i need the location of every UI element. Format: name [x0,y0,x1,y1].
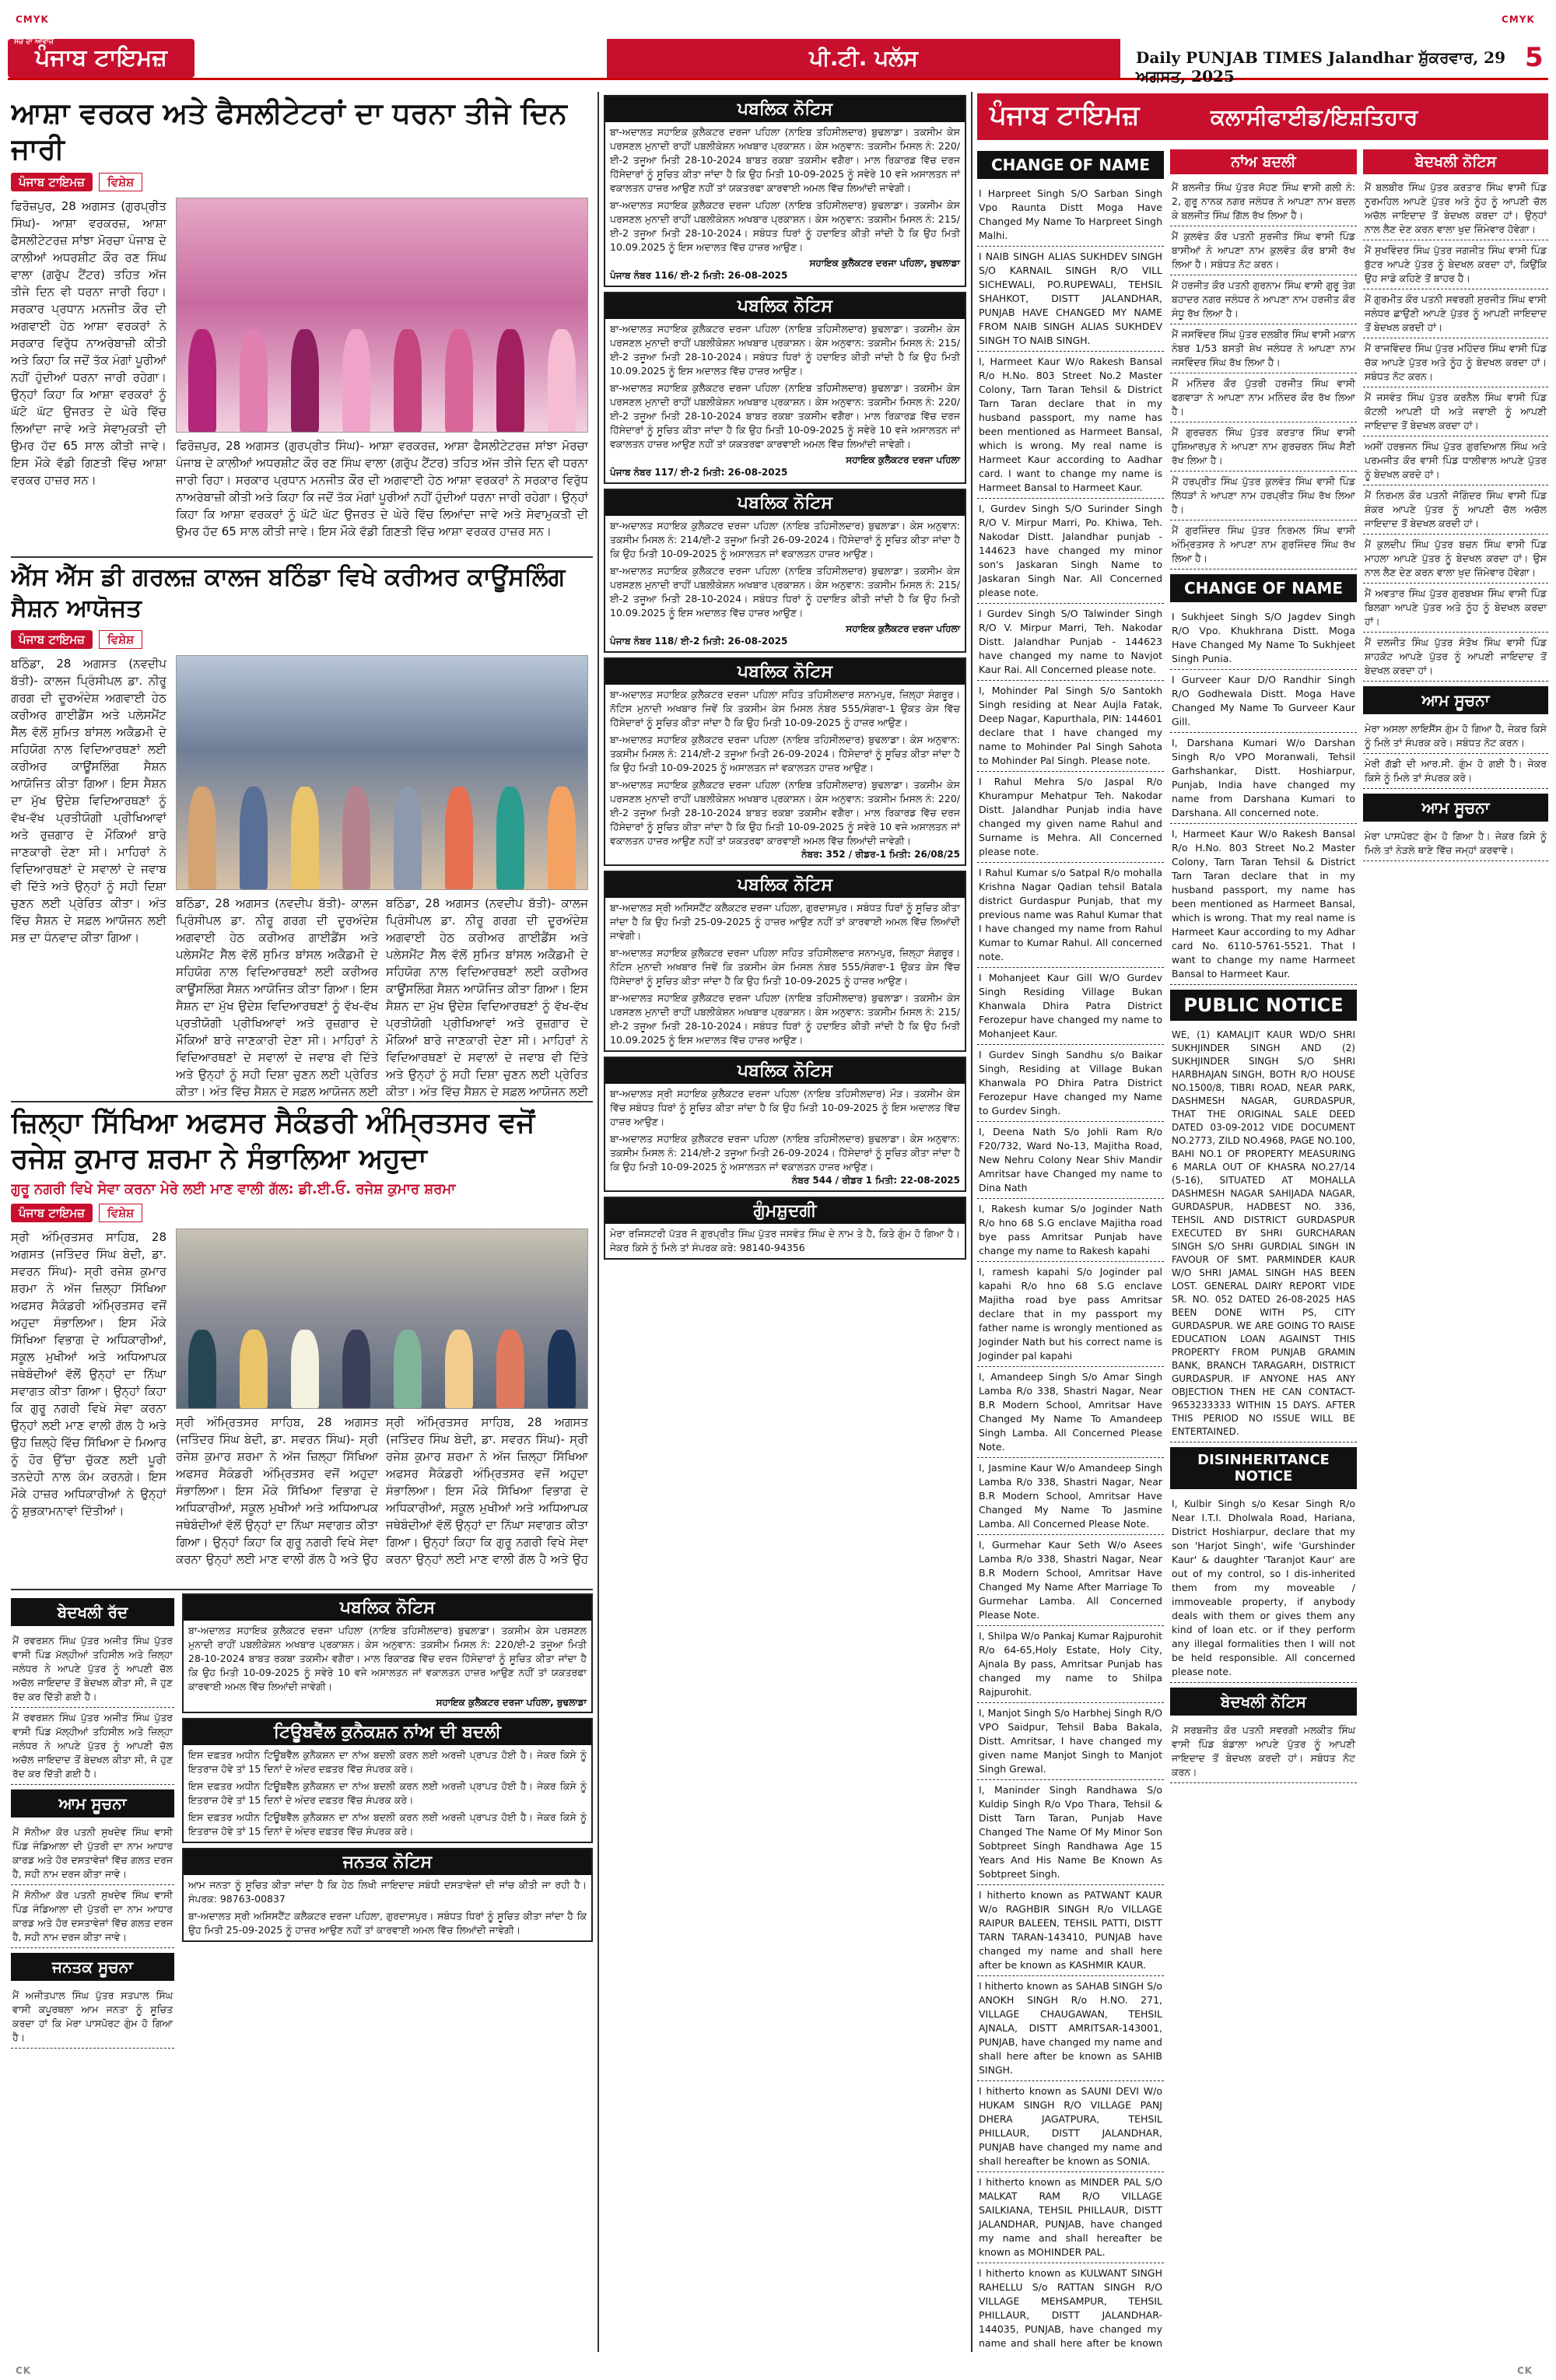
notice-body: ਇਸ ਦਫ਼ਤਰ ਅਧੀਨ ਟਿਊਬਵੈੱਲ ਕੁਨੈਕਸ਼ਨ ਦਾ ਨਾਂਅ ਬਦਲੀ ਕਰਨ ਲਈ ਅਰਜ਼ੀ ਪ੍ਰਾਪਤ ਹੋਈ ਹੈ। ਜੇਕਰ ਕਿਸੇ ਨੂੰ ਇਤਰਾਜ਼ ਹੋਵੇ ਤਾਂ 15 ਦਿਨਾਂ ਦੇ ਅੰਦਰ ਦਫ਼ਤਰ ਵਿੱਚ ਸੰਪਰਕ ਕਰੇ। [188,1811,587,1837]
notice-title: ਪਬਲਿਕ ਨੋਟਿਸ [605,293,965,319]
left-classifieds [11,1593,174,2348]
section-header-aam-suchna: ਆਮ ਸੂਚਨਾ [11,1789,174,1817]
classified-item: I, Darshana Kumari W/o Darshan Singh R/o VPO Moranwali, Tehsil Garhshankar, Distt. Hoshiarpur, Punjab, India have changed my name from Darshana Kumari to Darshana. All concerned note. [1170,733,1357,824]
logo-tagline: ਸਚ ਦਾ ਆਵਾਜ [14,38,54,46]
classified-item: ਮੈਂ ਕੁਲਦੀਪ ਸਿੰਘ ਪੁੱਤਰ ਬਚਨ ਸਿੰਘ ਵਾਸੀ ਪਿੰਡ ਮਾਹਲਾ ਆਪਣੇ ਪੁੱਤਰ ਨੂੰ ਬੇਦਖਲ ਕਰਦਾ ਹਾਂ। ਉਸ ਨਾਲ ਲੈਣ ਦੇਣ ਕਰਨ ਵਾਲਾ ਖੁਦ ਜ਼ਿੰਮੇਵਾਰ ਹੋਵੇਗਾ। [1363,535,1548,584]
classified-item: I NAIB SINGH ALIAS SUKHDEV SINGH S/O KARNAIL SINGH R/O VILL SICHEWALI, PO.RUPEWALI, TEHSIL SHAHKOT, DISTT JALANDHAR, PUNJAB HAVE CHANGED MY NAME FROM NAIB SINGH ALIAS SUKHDEV SINGH TO NAIB SINGH. [977,247,1164,352]
classified-item: I, Rakesh kumar S/o Joginder Nath R/o hno 68 S.G enclave Majitha road bye pass Amritsar Punjab have change my name to Rakesh kapahi [977,1199,1164,1262]
notice-body: ਇਸ ਦਫ਼ਤਰ ਅਧੀਨ ਟਿਊਬਵੈੱਲ ਕੁਨੈਕਸ਼ਨ ਦਾ ਨਾਂਅ ਬਦਲੀ ਕਰਨ ਲਈ ਅਰਜ਼ੀ ਪ੍ਰਾਪਤ ਹੋਈ ਹੈ। ਜੇਕਰ ਕਿਸੇ ਨੂੰ ਇਤਰਾਜ਼ ਹੋਵੇ ਤਾਂ 15 ਦਿਨਾਂ ਦੇ ਅੰਦਰ ਦਫ਼ਤਰ ਵਿੱਚ ਸੰਪਰਕ ਕਰੇ। [188,1749,587,1775]
naam-badli-column [1170,146,1357,2348]
story-body-part2: ਸ੍ਰੀ ਅੰਮ੍ਰਿਤਸਰ ਸਾਹਿਬ, 28 ਅਗਸਤ (ਜਤਿੰਦਰ ਸਿੰਘ ਬੇਦੀ, ਡਾ. ਸਵਰਨ ਸਿੰਘ)- ਸ੍ਰੀ ਰਜੇਸ਼ ਕੁਮਾਰ ਸ਼ਰਮਾ ਨੇ ਅੱਜ ਜ਼ਿਲ੍ਹਾ ਸਿੱਖਿਆ ਅਫਸਰ ਸੈਕੰਡਰੀ ਅੰਮ੍ਰਿਤਸਰ ਵਜੋਂ ਅਹੁਦਾ ਸੰਭਾਲਿਆ। ਇਸ ਮੌਕੇ ਸਿੱਖਿਆ ਵਿਭਾਗ ਦੇ ਅਧਿਕਾਰੀਆਂ, ਸਕੂਲ ਮੁਖੀਆਂ ਅਤੇ ਅਧਿਆਪਕ ਜਥੇਬੰਦੀਆਂ ਵੱਲੋਂ ਉਨ੍ਹਾਂ ਦਾ ਨਿੱਘਾ ਸਵਾਗਤ ਕੀਤਾ ਗਿਆ। ਉਨ੍ਹਾਂ ਕਿਹਾ ਕਿ ਗੁਰੂ ਨਗਰੀ ਵਿਖੇ ਸੇਵਾ ਕਰਨਾ ਉਨ੍ਹਾਂ ਲਈ ਮਾਣ ਵਾਲੀ ਗੱਲ ਹੈ ਅਤੇ ਉਹ [176,1415,378,1566]
gumshudgi-box [604,1197,966,1260]
classified-item: ਮੈਂ ਬਲਜੀਤ ਸਿੰਘ ਪੁੱਤਰ ਸੋਹਣ ਸਿੰਘ ਵਾਸੀ ਗਲੀ ਨੰ: 2, ਗੁਰੂ ਨਾਨਕ ਨਗਰ ਜਲੰਧਰ ਨੇ ਆਪਣਾ ਨਾਮ ਬਦਲ ਕੇ ਬਲਜੀਤ ਸਿੰਘ ਗਿੱਲ ਰੱਖ ਲਿਆ ਹੈ। [1170,177,1357,226]
notice-title: ਪਬਲਿਕ ਨੋਟਿਸ [605,490,965,516]
notice-body: ਬਾ-ਅਦਾਲਤ ਸਹਾਇਕ ਕੁਲੈਕਟਰ ਦਰਜਾ ਪਹਿਲਾ (ਨਾਇਬ ਤਹਿਸੀਲਦਾਰ) ਬੁਢਲਾਡਾ। ਤਕਸੀਮ ਕੇਸ ਪਰਸਣਲ ਮੁਨਾਦੀ ਰਾਹੀਂ ਪਬਲੀਕੇਸ਼ਨ ਅਖਬਾਰ ਪ੍ਰਕਾਸ਼ਨ। ਕੇਸ ਅਨੁਵਾਨ: ਤਕਸੀਮ ਮਿਸਲ ਨੰ: 215/ਈ-2 ਤਜੂਆ ਮਿਤੀ 28-10-2024। ਸਬੰਧਤ ਧਿਰਾਂ ਨੂੰ ਹਦਾਇਤ ਕੀਤੀ ਜਾਂਦੀ ਹੈ ਕਿ ਉਹ ਮਿਤੀ 10.09.2025 ਨੂੰ ਇਸ ਅਦਾਲਤ ਵਿੱਚ ਹਾਜ਼ਰ ਆਉਣ। [610,992,960,1046]
classified-item: ਮੇਰੀ ਗੱਡੀ ਦੀ ਆਰ.ਸੀ. ਗੁੰਮ ਹੋ ਗਈ ਹੈ। ਜੇਕਰ ਕਿਸੇ ਨੂੰ ਮਿਲੇ ਤਾਂ ਸੰਪਰਕ ਕਰੇ। [1363,754,1548,789]
classified-item: I hitherto known as SAUNI DEVI W/o HUKAM SINGH R/O VILLAGE PANJ DHERA JAGATPURA, TEHSIL PHILLAUR, DISTT JALANDHAR, PUNJAB have changed my name and shall hereafter be known as SONIA. [977,2081,1164,2172]
middle-notices [604,95,966,2351]
public-notice-box [604,871,966,1052]
classifieds-title: ਕਲਾਸੀਫਾਈਡ/ਇਸ਼ਤਿਹਾਰ [1211,104,1418,130]
notice-body: ਬਾ-ਅਦਾਲਤ ਸਹਾਇਕ ਕੁਲੈਕਟਰ ਦਰਜਾ ਪਹਿਲਾ (ਨਾਇਬ ਤਹਿਸੀਲਦਾਰ) ਬੁਢਲਾਡਾ। ਤਕਸੀਮ ਕੇਸ ਪਰਸਣਲ ਮੁਨਾਦੀ ਰਾਹੀਂ ਪਬਲੀਕੇਸ਼ਨ ਅਖਬਾਰ ਪ੍ਰਕਾਸ਼ਨ। ਕੇਸ ਅਨੁਵਾਨ: ਤਕਸੀਮ ਮਿਸਲ ਨੰ: 215/ਈ-2 ਤਜੂਆ ਮਿਤੀ 28-10-2024। ਸਬੰਧਤ ਧਿਰਾਂ ਨੂੰ ਹਦਾਇਤ ਕੀਤੀ ਜਾਂਦੀ ਹੈ ਕਿ ਉਹ ਮਿਤੀ 10.09.2025 ਨੂੰ ਇਸ ਅਦਾਲਤ ਵਿੱਚ ਹਾਜ਼ਰ ਆਉਣ। [610,323,960,377]
notice-signature: ਸਹਾਇਕ ਕੁਲੈਕਟਰ ਦਰਜਾ ਪਹਿਲਾ [846,454,960,465]
section-rule [11,1589,593,1590]
headline: ਆਸ਼ਾ ਵਰਕਰ ਅਤੇ ਫੈਸਲੀਟੇਟਰਾਂ ਦਾ ਧਰਨਾ ਤੀਜੇ ਦਿਨ ਜਾਰੀ [11,96,567,166]
notice-body: ਬਾ-ਅਦਾਲਤ ਸਹਾਇਕ ਕੁਲੈਕਟਰ ਦਰਜਾ ਪਹਿਲਾ (ਨਾਇਬ ਤਹਿਸੀਲਦਾਰ) ਬੁਢਲਾਡਾ। ਤਕਸੀਮ ਕੇਸ ਪਰਸਣਲ ਮੁਨਾਦੀ ਰਾਹੀਂ ਪਬਲੀਕੇਸ਼ਨ ਅਖਬਾਰ ਪ੍ਰਕਾਸ਼ਨ। ਕੇਸ ਅਨੁਵਾਨ: ਤਕਸੀਮ ਮਿਸਲ ਨੰ: 220/ਈ-2 ਤਜੂਆ ਮਿਤੀ 28-10-2024 ਬਾਬਤ ਰਕਬਾ ਤਕਸੀਮ ਵਗੈਰਾ। ਮਾਲ ਰਿਕਾਰਡ ਵਿੱਚ ਦਰਜ ਹਿੱਸੇਦਾਰਾਂ ਨੂੰ ਸੂਚਿਤ ਕੀਤਾ ਜਾਂਦਾ ਹੈ ਕਿ ਉਹ ਮਿਤੀ 10-09-2025 ਨੂੰ ਸਵੇਰੇ 10 ਵਜੇ ਅਸਾਲਤਨ ਜਾਂ ਵਕਾਲਤਨ ਹਾਜ਼ਰ ਆਉਣ ਨਹੀਂ ਤਾਂ ਯਕਤਰਫਾ ਕਾਰਵਾਈ ਅਮਲ ਵਿੱਚ ਲਿਆਂਦੀ ਜਾਵੇਗੀ। [188,1625,587,1692]
public-notice-box [604,1057,966,1192]
registration-mark-bottom-left: CK [16,2365,32,2376]
tubewell-notice-box [182,1718,593,1843]
aam-suchna-list [1363,719,1548,789]
notice-body: ਬਾ-ਅਦਾਲਤ ਸਹਾਇਕ ਕੁਲੈਕਟਰ ਦਰਜਾ ਪਹਿਲਾ ਸਹਿਤ ਤਹਿਸੀਲਦਾਰ ਸਨਾਮਪੁਰ, ਜ਼ਿਲ੍ਹਾ ਸੰਗਰੂਰ। ਨੋਟਿਸ ਮੁਨਾਦੀ ਅਖਬਾਰ ਜਿਵੇਂ ਕਿ ਤਕਸੀਮ ਕੇਸ ਮਿਸਲ ਨੰਬਰ 555/ਸੰਗਰਾ-1 ਉਕਤ ਕੇਸ ਵਿੱਚ ਹਿੱਸੇਦਾਰਾਂ ਨੂੰ ਸੂਚਿਤ ਕੀਤਾ ਜਾਂਦਾ ਹੈ ਕਿ ਉਹ ਮਿਤੀ 10-09-2025 ਨੂੰ ਹਾਜ਼ਰ ਆਉਣ। [610,689,960,728]
classified-item: I, Gurdev Singh S/O Surinder Singh R/O V. Mirpur Marri, Po. Khiwa, Teh. Nakodar Distt. Jalandhar punjab - 144623 have changed my minor son's Jaskaran Singh Name to Jaskaran Singh Nar. All Concerned please note. [977,499,1164,604]
section-header-change-of-name-2: CHANGE OF NAME [1170,574,1357,602]
classified-item: I hitherto known as SAHAB SINGH S/o ANOKH SINGH R/o H.NO. 271, VILLAGE CHAUGAWAN, TEHSIL AJNALA, DISTT AMRITSAR-143001, PUNJAB, have changed my name and shall here after be known as SAHIB SINGH. [977,1976,1164,2081]
notice-item: ਮੈਂ ਰਵਰਸ਼ਨ ਸਿੰਘ ਪੁੱਤਰ ਅਜੀਤ ਸਿੰਘ ਪੁੱਤਰ ਵਾਸੀ ਪਿੰਡ ਮੱਲ੍ਹੀਆਂ ਤਹਿਸੀਲ ਅਤੇ ਜ਼ਿਲ੍ਹਾ ਜਲੰਧਰ ਨੇ ਆਪਣੇ ਪੁੱਤਰ ਨੂੰ ਆਪਣੀ ਚੱਲ ਅਚੱਲ ਜਾਇਦਾਦ ਤੋਂ ਬੇਦਖਲ ਕੀਤਾ ਸੀ, ਜੋ ਹੁਣ ਰੱਦ ਕਰ ਦਿੱਤੀ ਗਈ ਹੈ। [11,1708,174,1785]
notice-title: ਪਬਲਿਕ ਨੋਟਿਸ [184,1595,591,1621]
notice-reference: ਪੰਜਾਬ ਨੰਬਰ 118/ ਈ-2 ਮਿਤੀ: 26-08-2025 [610,636,788,647]
classified-item: I Rahul Kumar s/o Satpal R/o mohalla Krishna Nagar Qadian tehsil Batala district Gurdaspur Punjab, that my previous name was Rahul Kumar that I have changed my name from Rahul Kumar to Kumar Rahul. All concerned note. [977,863,1164,968]
story-asha-workers [11,95,593,554]
classified-item: ਅਸੀਂ ਹਰਭਜਨ ਸਿੰਘ ਪੁੱਤਰ ਗੁਰਦਿਆਲ ਸਿੰਘ ਅਤੇ ਪਰਮਜੀਤ ਕੌਰ ਵਾਸੀ ਪਿੰਡ ਧਾਲੀਵਾਲ ਆਪਣੇ ਪੁੱਤਰ ਨੂੰ ਬੇਦਖਲ ਕਰਦੇ ਹਾਂ। [1363,436,1548,485]
section-header-bedakhli-rad: ਬੇਦਖਲੀ ਰੱਦ [11,1598,174,1626]
headline-line-2: ਰਜੇਸ਼ ਕੁਮਾਰ ਸ਼ਰਮਾ ਨੇ ਸੰਭਾਲਿਆ ਅਹੁਦਾ [11,1142,427,1175]
classified-item: ਮੈਂ ਸੁਖਵਿੰਦਰ ਸਿੰਘ ਪੁੱਤਰ ਜਗਜੀਤ ਸਿੰਘ ਵਾਸੀ ਪਿੰਡ ਬੁੱਟਰ ਆਪਣੇ ਪੁੱਤਰ ਨੂੰ ਬੇਦਖਲ ਕਰਦਾ ਹਾਂ, ਕਿਉਂਕਿ ਉਹ ਸਾਡੇ ਕਹਿਣੇ ਤੋਂ ਬਾਹਰ ਹੈ। [1363,240,1548,289]
notice-reference: ਪੰਜਾਬ ਨੰਬਰ 116/ ਈ-2 ਮਿਤੀ: 26-08-2025 [610,270,788,281]
byline-tag: ਪੰਜਾਬ ਟਾਇਮਜ਼ [11,173,93,191]
classified-item: ਮੈਂ ਬਲਬੀਰ ਸਿੰਘ ਪੁੱਤਰ ਕਰਤਾਰ ਸਿੰਘ ਵਾਸੀ ਪਿੰਡ ਨੂਰਮਹਿਲ ਆਪਣੇ ਪੁੱਤਰ ਅਤੇ ਨੂੰਹ ਨੂੰ ਆਪਣੀ ਚੱਲ ਅਚੱਲ ਜਾਇਦਾਦ ਤੋਂ ਬੇਦਖਲ ਕਰਦਾ ਹਾਂ। ਉਨ੍ਹਾਂ ਨਾਲ ਲੈਣ ਦੇਣ ਕਰਨ ਵਾਲਾ ਖੁਦ ਜ਼ਿੰਮੇਵਾਰ ਹੋਵੇਗਾ। [1363,177,1548,240]
notice-body: ਬਾ-ਅਦਾਲਤ ਸਹਾਇਕ ਕੁਲੈਕਟਰ ਦਰਜਾ ਪਹਿਲਾ (ਨਾਇਬ ਤਹਿਸੀਲਦਾਰ) ਬੁਢਲਾਡਾ। ਤਕਸੀਮ ਕੇਸ ਪਰਸਣਲ ਮੁਨਾਦੀ ਰਾਹੀਂ ਪਬਲੀਕੇਸ਼ਨ ਅਖਬਾਰ ਪ੍ਰਕਾਸ਼ਨ। ਕੇਸ ਅਨੁਵਾਨ: ਤਕਸੀਮ ਮਿਸਲ ਨੰ: 215/ਈ-2 ਤਜੂਆ ਮਿਤੀ 28-10-2024। ਸਬੰਧਤ ਧਿਰਾਂ ਨੂੰ ਹਦਾਇਤ ਕੀਤੀ ਜਾਂਦੀ ਹੈ ਕਿ ਉਹ ਮਿਤੀ 10.09.2025 ਨੂੰ ਇਸ ਅਦਾਲਤ ਵਿੱਚ ਹਾਜ਼ਰ ਆਉਣ। [610,199,960,253]
section-header-aam-suchna: ਆਮ ਸੂਚਨਾ [1363,686,1548,714]
dateline: Daily PUNJAB TIMES Jalandhar ਸ਼ੁੱਕਰਵਾਰ, 29 ਅਗਸਤ, 2025 [1136,48,1505,86]
headline: ਐੱਸ ਐੱਸ ਡੀ ਗਰਲਜ਼ ਕਾਲਜ ਬਠਿੰਡਾ ਵਿਖੇ ਕਰੀਅਰ ਕਾਊਂਸਲਿੰਗ ਸੈਸ਼ਨ ਆਯੋਜਤ [11,563,566,622]
notice-body: ਬਾ-ਅਦਾਲਤ ਸ੍ਰੀ ਅਸਿਸਟੈਂਟ ਕਲੈਕਟਰ ਦਰਜਾ ਪਹਿਲਾ, ਗੁਰਦਾਸਪੁਰ। ਸਬੰਧਤ ਧਿਰਾਂ ਨੂੰ ਸੂਚਿਤ ਕੀਤਾ ਜਾਂਦਾ ਹੈ ਕਿ ਉਹ ਮਿਤੀ 25-09-2025 ਨੂੰ ਹਾਜ਼ਰ ਆਉਣ ਨਹੀਂ ਤਾਂ ਕਾਰਵਾਈ ਅਮਲ ਵਿੱਚ ਲਿਆਂਦੀ ਜਾਵੇਗੀ। [610,902,960,941]
classified-item: ਮੇਰਾ ਅਸਲਾ ਲਾਇਸੈਂਸ ਗੁੰਮ ਹੋ ਗਿਆ ਹੈ, ਜੇਕਰ ਕਿਸੇ ਨੂੰ ਮਿਲੇ ਤਾਂ ਸੰਪਰਕ ਕਰੇ। ਸਬੰਧਤ ਨੋਟ ਕਰਨ। [1363,719,1548,754]
section-header-aam-suchna-2: ਆਮ ਸੂਚਨਾ [1363,794,1548,822]
classified-item: I Gurdev Singh Sandhu s/o Baikar Singh, Residing at Village Bukan Khanwala PO Dhira Patra District Ferozepur Have changed my Name to Gurdev Singh. [977,1045,1164,1122]
classified-item: ਮੈਂ ਕੁਲਵੰਤ ਕੌਰ ਪਤਨੀ ਸੁਰਜੀਤ ਸਿੰਘ ਵਾਸੀ ਪਿੰਡ ਬਾਸੀਆਂ ਨੇ ਆਪਣਾ ਨਾਮ ਕੁਲਵੰਤ ਕੌਰ ਬਾਸੀ ਰੱਖ ਲਿਆ ਹੈ। ਸਬੰਧਤ ਨੋਟ ਕਰਨ। [1170,226,1357,275]
section-header-public-notice: PUBLIC NOTICE [1170,990,1357,1021]
notice-reference: ਨੰਬਰ: 352 / ਰੀਡਰ-1 ਮਿਤੀ: 26/08/25 [801,849,960,860]
classified-item: I Sukhjeet Singh S/O Jagdev Singh R/O Vpo. Khukhrana Distt. Moga Have Changed My Name To Sukhjeet Singh Punia. [1170,607,1357,670]
classifieds-header [977,93,1548,140]
classified-item: I, Harmeet Kaur W/o Rakesh Bansal R/o H.No. 803 Street No.2 Master Colony, Tarn Taran Tehsil & District Tarn Taran declare that in my husband passport, my name has been mentioned as Harmeet Bansal, which is wrong. My real name is Harmeet Kaur according to Aadhar card. I want to change my name is Harmeet Bansal to Harmeet Kaur. [977,352,1164,499]
classified-item: I hitherto known as MINDER PAL S/O MALKAT RAM R/O VILLAGE SAILKIANA, TEHSIL PHILLAUR, DISTT JALANDHAR, PUNJAB, have changed my name and shall hereafter be known as MOHINDER PAL. [977,2172,1164,2263]
classified-item: I, Amandeep Singh S/o Amar Singh Lamba R/o 338, Shastri Nagar, Near B.R Modern School, Amritsar Have Changed My Name To Amandeep Singh Lamba. All Concerned Please Note. [977,1367,1164,1458]
story-body-part3: ਬਠਿੰਡਾ, 28 ਅਗਸਤ (ਨਵਦੀਪ ਬੱਤੀ)- ਕਾਲਜ ਪ੍ਰਿੰਸੀਪਲ ਡਾ. ਨੀਰੂ ਗਰਗ ਦੀ ਦੂਰਅੰਦੇਸ਼ ਅਗਵਾਈ ਹੇਠ ਕਰੀਅਰ ਗਾਈਡੈਂਸ ਅਤੇ ਪਲੇਸਮੈਂਟ ਸੈੱਲ ਵੱਲੋਂ ਸੁਮਿਤ ਬਾਂਸਲ ਅਕੈਡਮੀ ਦੇ ਸਹਿਯੋਗ ਨਾਲ ਵਿਦਿਆਰਥਣਾਂ ਲਈ ਕਰੀਅਰ ਕਾਊਂਸਲਿੰਗ ਸੈਸ਼ਨ ਆਯੋਜਿਤ ਕੀਤਾ ਗਿਆ। ਇਸ ਸੈਸ਼ਨ ਦਾ ਮੁੱਖ ਉਦੇਸ਼ ਵਿਦਿਆਰਥਣਾਂ ਨੂੰ ਵੱਖ-ਵੱਖ ਪ੍ਰਤੀਯੋਗੀ ਪ੍ਰੀਖਿਆਵਾਂ ਅਤੇ ਰੁਜ਼ਗਾਰ ਦੇ ਮੌਕਿਆਂ ਬਾਰੇ ਜਾਣਕਾਰੀ ਦੇਣਾ ਸੀ। ਮਾਹਿਰਾਂ ਨੇ ਵਿਦਿਆਰਥਣਾਂ ਦੇ ਸਵਾਲਾਂ ਦੇ ਜਵਾਬ ਵੀ ਦਿੱਤੇ ਅਤੇ ਉਨ੍ਹਾਂ ਨੂੰ ਸਹੀ ਦਿਸ਼ਾ ਚੁਣਨ ਲਈ ਪ੍ਰੇਰਿਤ ਕੀਤਾ। ਅੰਤ ਵਿੱਚ ਸੈਸ਼ਨ ਦੇ ਸਫ਼ਲ ਆਯੋਜਨ ਲਈ [386,896,588,1099]
classified-item: ਮੈਂ ਮਨਿੰਦਰ ਕੌਰ ਪੁੱਤਰੀ ਹਰਜੀਤ ਸਿੰਘ ਵਾਸੀ ਫਗਵਾੜਾ ਨੇ ਆਪਣਾ ਨਾਮ ਮਨਿੰਦਰ ਕੌਰ ਰੱਖ ਲਿਆ ਹੈ। [1170,373,1357,422]
masthead [8,38,1548,86]
protest-photo [176,198,588,433]
classified-item: I, Shilpa W/o Pankaj Kumar Rajpurohit R/o 64-65,Holy Estate, Holy City, Ajnala By pass, Amritsar Punjab has changed my name to Shilpa Rajpurohit. [977,1626,1164,1703]
notice-body: ਬਾ-ਅਦਾਲਤ ਸਹਾਇਕ ਕੁਲੈਕਟਰ ਦਰਜਾ ਪਹਿਲਾ (ਨਾਇਬ ਤਹਿਸੀਲਦਾਰ) ਬੁਢਲਾਡਾ। ਤਕਸੀਮ ਕੇਸ ਪਰਸਣਲ ਮੁਨਾਦੀ ਰਾਹੀਂ ਪਬਲੀਕੇਸ਼ਨ ਅਖਬਾਰ ਪ੍ਰਕਾਸ਼ਨ। ਕੇਸ ਅਨੁਵਾਨ: ਤਕਸੀਮ ਮਿਸਲ ਨੰ: 215/ਈ-2 ਤਜੂਆ ਮਿਤੀ 28-10-2024। ਸਬੰਧਤ ਧਿਰਾਂ ਨੂੰ ਹਦਾਇਤ ਕੀਤੀ ਜਾਂਦੀ ਹੈ ਕਿ ਉਹ ਮਿਤੀ 10.09.2025 ਨੂੰ ਇਸ ਅਦਾਲਤ ਵਿੱਚ ਹਾਜ਼ਰ ਆਉਣ। [610,565,960,619]
notice-body: ਬਾ-ਅਦਾਲਤ ਸ੍ਰੀ ਅਸਿਸਟੈਂਟ ਕਲੈਕਟਰ ਦਰਜਾ ਪਹਿਲਾ, ਗੁਰਦਾਸਪੁਰ। ਸਬੰਧਤ ਧਿਰਾਂ ਨੂੰ ਸੂਚਿਤ ਕੀਤਾ ਜਾਂਦਾ ਹੈ ਕਿ ਉਹ ਮਿਤੀ 25-09-2025 ਨੂੰ ਹਾਜ਼ਰ ਆਉਣ ਨਹੀਂ ਤਾਂ ਕਾਰਵਾਈ ਅਮਲ ਵਿੱਚ ਲਿਆਂਦੀ ਜਾਵੇਗੀ। [188,1910,587,1936]
public-notice-box [604,95,966,287]
notice-signature: ਸਹਾਇਕ ਕੁਲੈਕਟਰ ਦਰਜਾ ਪਹਿਲਾ, ਬੁਢਲਾਡਾ [436,1697,587,1708]
byline-tag-special: ਵਿਸ਼ੇਸ਼ [99,173,142,191]
left-bottom-notices [182,1593,593,2348]
story-body-part1: ਸ੍ਰੀ ਅੰਮ੍ਰਿਤਸਰ ਸਾਹਿਬ, 28 ਅਗਸਤ (ਜਤਿੰਦਰ ਸਿੰਘ ਬੇਦੀ, ਡਾ. ਸਵਰਨ ਸਿੰਘ)- ਸ੍ਰੀ ਰਜੇਸ਼ ਕੁਮਾਰ ਸ਼ਰਮਾ ਨੇ ਅੱਜ ਜ਼ਿਲ੍ਹਾ ਸਿੱਖਿਆ ਅਫਸਰ ਸੈਕੰਡਰੀ ਅੰਮ੍ਰਿਤਸਰ ਵਜੋਂ ਅਹੁਦਾ ਸੰਭਾਲਿਆ। ਇਸ ਮੌਕੇ ਸਿੱਖਿਆ ਵਿਭਾਗ ਦੇ ਅਧਿਕਾਰੀਆਂ, ਸਕੂਲ ਮੁਖੀਆਂ ਅਤੇ ਅਧਿਆਪਕ ਜਥੇਬੰਦੀਆਂ ਵੱਲੋਂ ਉਨ੍ਹਾਂ ਦਾ ਨਿੱਘਾ ਸਵਾਗਤ ਕੀਤਾ ਗਿਆ। ਉਨ੍ਹਾਂ ਕਿਹਾ ਕਿ ਗੁਰੂ ਨਗਰੀ ਵਿਖੇ ਸੇਵਾ ਕਰਨਾ ਉਨ੍ਹਾਂ ਲਈ ਮਾਣ ਵਾਲੀ ਗੱਲ ਹੈ ਅਤੇ ਉਹ ਜ਼ਿਲ੍ਹੇ ਵਿੱਚ ਸਿੱਖਿਆ ਦੇ ਮਿਆਰ ਨੂੰ ਹੋਰ ਉੱਚਾ ਚੁੱਕਣ ਲਈ ਪੂਰੀ ਤਨਦੇਹੀ ਨਾਲ ਕੰਮ ਕਰਨਗੇ। ਇਸ ਮੌਕੇ ਹਾਜ਼ਰ ਅਧਿਕਾਰੀਆਂ ਨੇ ਉਨ੍ਹਾਂ ਨੂੰ ਸ਼ੁਭਕਾਮਨਾਵਾਂ ਦਿੱਤੀਆਂ। [11,1230,166,1518]
jantak-notice-box [182,1848,593,1942]
notice-body: ਬਾ-ਅਦਾਲਤ ਸਹਾਇਕ ਕੁਲੈਕਟਰ ਦਰਜਾ ਪਹਿਲਾ (ਨਾਇਬ ਤਹਿਸੀਲਦਾਰ) ਬੁਢਲਾਡਾ। ਕੇਸ ਅਨੁਵਾਨ: ਤਕਸੀਮ ਮਿਸਲ ਨੰ: 214/ਈ-2 ਤਜੂਆ ਮਿਤੀ 26-09-2024। ਹਿੱਸੇਦਾਰਾਂ ਨੂੰ ਸੂਚਿਤ ਕੀਤਾ ਜਾਂਦਾ ਹੈ ਕਿ ਉਹ ਮਿਤੀ 10-09-2025 ਨੂੰ ਅਸਾਲਤਨ ਜਾਂ ਵਕਾਲਤਨ ਹਾਜ਼ਰ ਆਉਣ। [610,520,960,559]
story-body-part1: ਬਠਿੰਡਾ, 28 ਅਗਸਤ (ਨਵਦੀਪ ਬੱਤੀ)- ਕਾਲਜ ਪ੍ਰਿੰਸੀਪਲ ਡਾ. ਨੀਰੂ ਗਰਗ ਦੀ ਦੂਰਅੰਦੇਸ਼ ਅਗਵਾਈ ਹੇਠ ਕਰੀਅਰ ਗਾਈਡੈਂਸ ਅਤੇ ਪਲੇਸਮੈਂਟ ਸੈੱਲ ਵੱਲੋਂ ਸੁਮਿਤ ਬਾਂਸਲ ਅਕੈਡਮੀ ਦੇ ਸਹਿਯੋਗ ਨਾਲ ਵਿਦਿਆਰਥਣਾਂ ਲਈ ਕਰੀਅਰ ਕਾਊਂਸਲਿੰਗ ਸੈਸ਼ਨ ਆਯੋਜਿਤ ਕੀਤਾ ਗਿਆ। ਇਸ ਸੈਸ਼ਨ ਦਾ ਮੁੱਖ ਉਦੇਸ਼ ਵਿਦਿਆਰਥਣਾਂ ਨੂੰ ਵੱਖ-ਵੱਖ ਪ੍ਰਤੀਯੋਗੀ ਪ੍ਰੀਖਿਆਵਾਂ ਅਤੇ ਰੁਜ਼ਗਾਰ ਦੇ ਮੌਕਿਆਂ ਬਾਰੇ ਜਾਣਕਾਰੀ ਦੇਣਾ ਸੀ। ਮਾਹਿਰਾਂ ਨੇ ਵਿਦਿਆਰਥਣਾਂ ਦੇ ਸਵਾਲਾਂ ਦੇ ਜਵਾਬ ਵੀ ਦਿੱਤੇ ਅਤੇ ਉਨ੍ਹਾਂ ਨੂੰ ਸਹੀ ਦਿਸ਼ਾ ਚੁਣਨ ਲਈ ਪ੍ਰੇਰਿਤ ਕੀਤਾ। ਅੰਤ ਵਿੱਚ ਸੈਸ਼ਨ ਦੇ ਸਫ਼ਲ ਆਯੋਜਨ ਲਈ ਸਭ ਦਾ ਧੰਨਵਾਦ ਕੀਤਾ ਗਿਆ। [11,657,166,945]
notice-body: ਬਾ-ਅਦਾਲਤ ਸਹਾਇਕ ਕੁਲੈਕਟਰ ਦਰਜਾ ਪਹਿਲਾ (ਨਾਇਬ ਤਹਿਸੀਲਦਾਰ) ਬੁਢਲਾਡਾ। ਕੇਸ ਅਨੁਵਾਨ: ਤਕਸੀਮ ਮਿਸਲ ਨੰ: 214/ਈ-2 ਤਜੂਆ ਮਿਤੀ 26-09-2024। ਹਿੱਸੇਦਾਰਾਂ ਨੂੰ ਸੂਚਿਤ ਕੀਤਾ ਜਾਂਦਾ ਹੈ ਕਿ ਉਹ ਮਿਤੀ 10-09-2025 ਨੂੰ ਅਸਾਲਤਨ ਜਾਂ ਵਕਾਲਤਨ ਹਾਜ਼ਰ ਆਉਣ। [610,1133,960,1172]
registration-mark-right: CMYK [1502,14,1535,25]
classified-item: I, Deena Nath S/o Johli Ram R/o F20/732, Ward No-13, Majitha Road, New Nehru Colony Near Shiv Mandir Amritsar have Changed my name to Dina Nath [977,1122,1164,1199]
story-body-part3: ਸ੍ਰੀ ਅੰਮ੍ਰਿਤਸਰ ਸਾਹਿਬ, 28 ਅਗਸਤ (ਜਤਿੰਦਰ ਸਿੰਘ ਬੇਦੀ, ਡਾ. ਸਵਰਨ ਸਿੰਘ)- ਸ੍ਰੀ ਰਜੇਸ਼ ਕੁਮਾਰ ਸ਼ਰਮਾ ਨੇ ਅੱਜ ਜ਼ਿਲ੍ਹਾ ਸਿੱਖਿਆ ਅਫਸਰ ਸੈਕੰਡਰੀ ਅੰਮ੍ਰਿਤਸਰ ਵਜੋਂ ਅਹੁਦਾ ਸੰਭਾਲਿਆ। ਇਸ ਮੌਕੇ ਸਿੱਖਿਆ ਵਿਭਾਗ ਦੇ ਅਧਿਕਾਰੀਆਂ, ਸਕੂਲ ਮੁਖੀਆਂ ਅਤੇ ਅਧਿਆਪਕ ਜਥੇਬੰਦੀਆਂ ਵੱਲੋਂ ਉਨ੍ਹਾਂ ਦਾ ਨਿੱਘਾ ਸਵਾਗਤ ਕੀਤਾ ਗਿਆ। ਉਨ੍ਹਾਂ ਕਿਹਾ ਕਿ ਗੁਰੂ ਨਗਰੀ ਵਿਖੇ ਸੇਵਾ ਕਰਨਾ ਉਨ੍ਹਾਂ ਲਈ ਮਾਣ ਵਾਲੀ ਗੱਲ ਹੈ ਅਤੇ ਉਹ [386,1415,588,1566]
story-career-counselling [11,562,593,1099]
notice-body: ਬਾ-ਅਦਾਲਤ ਸਹਾਇਕ ਕੁਲੈਕਟਰ ਦਰਜਾ ਪਹਿਲਾ (ਨਾਇਬ ਤਹਿਸੀਲਦਾਰ) ਬੁਢਲਾਡਾ। ਤਕਸੀਮ ਕੇਸ ਪਰਸਣਲ ਮੁਨਾਦੀ ਰਾਹੀਂ ਪਬਲੀਕੇਸ਼ਨ ਅਖਬਾਰ ਪ੍ਰਕਾਸ਼ਨ। ਕੇਸ ਅਨੁਵਾਨ: ਤਕਸੀਮ ਮਿਸਲ ਨੰ: 220/ਈ-2 ਤਜੂਆ ਮਿਤੀ 28-10-2024 ਬਾਬਤ ਰਕਬਾ ਤਕਸੀਮ ਵਗੈਰਾ। ਮਾਲ ਰਿਕਾਰਡ ਵਿੱਚ ਦਰਜ ਹਿੱਸੇਦਾਰਾਂ ਨੂੰ ਸੂਚਿਤ ਕੀਤਾ ਜਾਂਦਾ ਹੈ ਕਿ ਉਹ ਮਿਤੀ 10-09-2025 ਨੂੰ ਸਵੇਰੇ 10 ਵਜੇ ਅਸਾਲਤਨ ਜਾਂ ਵਕਾਲਤਨ ਹਾਜ਼ਰ ਆਉਣ ਨਹੀਂ ਤਾਂ ਯਕਤਰਫਾ ਕਾਰਵਾਈ ਅਮਲ ਵਿੱਚ ਲਿਆਂਦੀ ਜਾਵੇਗੀ। [610,126,960,194]
classified-item: I, Manjot Singh S/o Harbhej Singh R/O VPO Saidpur, Tehsil Baba Bakala, Distt. Amritsar, I have changed my given name Manjot Singh to Manjot Singh Grewal. [977,1703,1164,1780]
notice-title: ਪਬਲਿਕ ਨੋਟਿਸ [605,96,965,122]
bedakhli-column [1363,146,1548,2348]
section-rule [11,556,593,558]
story-body-part2: ਫਿਰੋਜ਼ਪੁਰ, 28 ਅਗਸਤ (ਗੁਰਪ੍ਰੀਤ ਸਿੰਘ)- ਆਸ਼ਾ ਵਰਕਰਜ਼, ਆਸ਼ਾ ਫੈਸਲੀਟੇਟਰਜ਼ ਸਾਂਝਾ ਮੋਰਚਾ ਪੰਜਾਬ ਦੇ ਕਾਲੀਆਂ ਅਧਰਸ਼ੀਟ ਕੌਰ ਰਣ ਸਿੰਘ ਵਾਲਾ (ਗਰੁੱਪ ਟੈਂਟਰ) ਤਹਿਤ ਅੱਜ ਤੀਜੇ ਦਿਨ ਵੀ ਧਰਨਾ ਜਾਰੀ ਰਿਹਾ। ਸਰਕਾਰ ਪ੍ਰਧਾਨ ਮਨਜੀਤ ਕੌਰ ਦੀ ਅਗਵਾਈ ਹੇਠ ਆਸ਼ਾ ਵਰਕਰਾਂ ਨੇ ਸਰਕਾਰ ਵਿਰੁੱਧ ਨਾਅਰੇਬਾਜ਼ੀ ਕੀਤੀ ਅਤੇ ਕਿਹਾ ਕਿ ਜਦੋਂ ਤੱਕ ਮੰਗਾਂ ਪੂਰੀਆਂ ਨਹੀਂ ਹੁੰਦੀਆਂ ਧਰਨਾ ਜਾਰੀ ਰਹੇਗਾ। ਉਨ੍ਹਾਂ ਕਿਹਾ ਕਿ ਆਸ਼ਾ ਵਰਕਰਾਂ ਨੂੰ ਘੱਟੋ ਘੱਟ ਉਜਰਤ ਦੇ ਘੇਰੇ ਵਿੱਚ ਲਿਆਂਦਾ ਜਾਵੇ ਅਤੇ ਸੇਵਾਮੁਕਤੀ ਦੀ ਉਮਰ ਹੱਦ 65 ਸਾਲ ਕੀਤੀ ਜਾਵੇ। ਇਸ ਮੌਕੇ ਵੱਡੀ ਗਿਣਤੀ ਵਿੱਚ ਆਸ਼ਾ ਵਰਕਰ ਹਾਜ਼ਰ ਸਨ। [176,439,588,538]
byline-tag: ਪੰਜਾਬ ਟਾਇਮਜ਼ [11,630,93,649]
classified-item: I Harpreet Singh S/O Sarban Singh Vpo Raunta Distt Moga Have Changed My Name To Harpreet Singh Malhi. [977,184,1164,247]
section-header-disinheritance: DISINHERITANCE NOTICE [1170,1447,1357,1489]
classified-item: ਮੈਂ ਨਿਰਮਲ ਕੌਰ ਪਤਨੀ ਜੋਗਿੰਦਰ ਸਿੰਘ ਵਾਸੀ ਪਿੰਡ ਸ਼ੰਕਰ ਆਪਣੇ ਪੁੱਤਰ ਨੂੰ ਆਪਣੀ ਚੱਲ ਅਚੱਲ ਜਾਇਦਾਦ ਤੋਂ ਬੇਦਖਲ ਕਰਦੀ ਹਾਂ। [1363,485,1548,535]
byline-tag: ਪੰਜਾਬ ਟਾਇਮਜ਼ [11,1204,93,1222]
classified-item: I, ramesh kapahi S/o Joginder pal kapahi R/o hno 68 S.G enclave Majitha road bye pass Amritsar declare that in my passport my father name is wrongly mentioned as Joginder Nath but his correct name is Joginder pal kapahi [977,1262,1164,1367]
notice-title: ਟਿਊਬਵੈੱਲ ਕੁਨੈਕਸ਼ਨ ਨਾਂਅ ਦੀ ਬਦਲੀ [184,1719,591,1745]
section-header-jantak-suchna: ਜਨਤਕ ਸੂਚਨਾ [11,1953,174,1981]
section-header-bedakhli-notis: ਬੇਦਖਲੀ ਨੋਟਿਸ [1363,149,1548,174]
byline-tag-special: ਵਿਸ਼ੇਸ਼ [99,1204,142,1222]
section-header-change-of-name: CHANGE OF NAME [977,151,1164,179]
classified-item: I, Mohinder Pal Singh S/o Santokh Singh residing at Near Aujla Fatak, Deep Nagar, Kapurthala, PIN: 144601 declare that I have changed my name to Mohinder Pal Singh Sahota to Mohinder Pal Singh. Please note. [977,681,1164,772]
notice-body: ਬਾ-ਅਦਾਲਤ ਸਹਾਇਕ ਕੁਲੈਕਟਰ ਦਰਜਾ ਪਹਿਲਾ ਸਹਿਤ ਤਹਿਸੀਲਦਾਰ ਸਨਾਮਪੁਰ, ਜ਼ਿਲ੍ਹਾ ਸੰਗਰੂਰ। ਨੋਟਿਸ ਮੁਨਾਦੀ ਅਖਬਾਰ ਜਿਵੇਂ ਕਿ ਤਕਸੀਮ ਕੇਸ ਮਿਸਲ ਨੰਬਰ 555/ਸੰਗਰਾ-1 ਉਕਤ ਕੇਸ ਵਿੱਚ ਹਿੱਸੇਦਾਰਾਂ ਨੂੰ ਸੂਚਿਤ ਕੀਤਾ ਜਾਂਦਾ ਹੈ ਕਿ ਉਹ ਮਿਤੀ 10-09-2025 ਨੂੰ ਹਾਜ਼ਰ ਆਉਣ। [610,947,960,987]
classified-item: ਮੈਂ ਅਵਤਾਰ ਸਿੰਘ ਪੁੱਤਰ ਗੁਰਬਖਸ਼ ਸਿੰਘ ਵਾਸੀ ਪਿੰਡ ਬਿਲਗਾ ਆਪਣੇ ਪੁੱਤਰ ਅਤੇ ਨੂੰਹ ਨੂੰ ਬੇਦਖਲ ਕਰਦਾ ਹਾਂ। [1363,584,1548,633]
notice-item: ਮੈਂ ਸੋਨੀਆ ਕੋਰ ਪਤਨੀ ਸੁਖਦੇਵ ਸਿੰਘ ਵਾਸੀ ਪਿੰਡ ਜੰਡਿਆਲਾ ਦੀ ਪੁੱਤਰੀ ਦਾ ਨਾਮ ਆਧਾਰ ਕਾਰਡ ਅਤੇ ਹੋਰ ਦਸਤਾਵੇਜ਼ਾਂ ਵਿੱਚ ਗਲਤ ਦਰਜ ਹੈ, ਸਹੀ ਨਾਮ ਦਰਜ ਕੀਤਾ ਜਾਵੇ। [11,1822,174,1885]
section-title: ਪੀ.ਟੀ. ਪਲੱਸ [607,39,1120,78]
notice-body: ਮੇਰਾ ਰਜਿਸਟਰੀ ਪੱਤਰ ਜੋ ਗੁਰਪ੍ਰੀਤ ਸਿੰਘ ਪੁੱਤਰ ਜਸਵੰਤ ਸਿੰਘ ਦੇ ਨਾਮ ਤੇ ਹੈ, ਕਿਤੇ ਗੁੰਮ ਹੋ ਗਿਆ ਹੈ। ਜੇਕਰ ਕਿਸੇ ਨੂੰ ਮਿਲੇ ਤਾਂ ਸੰਪਰਕ ਕਰੇ: 98140-94356 [610,1228,960,1253]
classified-item: ਮੈਂ ਗੁਰਮੀਤ ਕੌਰ ਪਤਨੀ ਸਵਰਗੀ ਸੁਰਜੀਤ ਸਿੰਘ ਵਾਸੀ ਜਲੰਧਰ ਛਾਉਣੀ ਆਪਣੇ ਪੁੱਤਰ ਨੂੰ ਆਪਣੀ ਜਾਇਦਾਦ ਤੋਂ ਬੇਦਖਲ ਕਰਦੀ ਹਾਂ। [1363,289,1548,338]
section-header-naam-badli: ਨਾਂਅ ਬਦਲੀ [1170,149,1357,174]
change-of-name-list-2 [1170,607,1357,985]
naam-badli-list [1170,177,1357,570]
notice-body: ਬਾ-ਅਦਾਲਤ ਸ੍ਰੀ ਸਹਾਇਕ ਕੁਲੈਕਟਰ ਦਰਜਾ ਪਹਿਲਾ (ਨਾਇਬ ਤਹਿਸੀਲਦਾਰ) ਮੌੜ। ਤਕਸੀਮ ਕੇਸ ਵਿੱਚ ਸਬੰਧਤ ਧਿਰਾਂ ਨੂੰ ਸੂਚਿਤ ਕੀਤਾ ਜਾਂਦਾ ਹੈ ਕਿ ਉਹ ਮਿਤੀ 10-09-2025 ਨੂੰ ਇਸ ਅਦਾਲਤ ਵਿੱਚ ਹਾਜ਼ਰ ਆਉਣ। [610,1088,960,1127]
public-notice-text: WE, (1) KAMALJIT KAUR WD/O SHRI SUKHJINDER SINGH AND (2) SUKHJINDER SINGH S/O SHRI HARBHAJAN SINGH, BOTH R/O HOUSE NO.1500/8, TIBRI ROAD, NEAR PARK, DASHMESH NAGAR, GURDASPUR, THAT THE ORIGINAL SALE DEED DATED 03-09-2012 VIDE DOCUMENT NO.2773, ZILD NO.4968, PAGE NO.100, BAHI NO.1 OF PROPERTY MEASURING 6 MARLA OUT OF KHASRA NO.27/14 (5-16), SITUATED AT MOHALLA DASHMESH NAGAR SAHIJADA NAGAR, GURDASPUR, HADBEST NO. 336, TEHSIL AND DISTRICT GURDASPUR EXECUTED BY SHRI GURCHARAN SINGH S/O SHRI GURDIAL SINGH IN FAVOUR OF SMT. PARMINDER KAUR W/O SHRI JAMAL SINGH HAS BEEN LOST. GENERAL DAIRY REPORT VIDE SR. NO. 052 DATED 26-08-2025 HAS BEEN DONE WITH PS, CITY GURDASPUR. WE ARE GOING TO RAISE EDUCATION LOAN AGAINST THIS PROPERTY FROM PUNJAB GRAMIN BANK, BRANCH TARAGARH, DISTRICT GURDASPUR. IF ANYONE HAS ANY OBJECTION THEN HE CAN CONTACT-9653233333 WITHIN 15 DAYS. AFTER THIS PERIOD NO ISSUE WILL BE ENTERTAINED. [1170,1025,1357,1442]
notice-body: ਬਾ-ਅਦਾਲਤ ਸਹਾਇਕ ਕੁਲੈਕਟਰ ਦਰਜਾ ਪਹਿਲਾ (ਨਾਇਬ ਤਹਿਸੀਲਦਾਰ) ਬੁਢਲਾਡਾ। ਤਕਸੀਮ ਕੇਸ ਪਰਸਣਲ ਮੁਨਾਦੀ ਰਾਹੀਂ ਪਬਲੀਕੇਸ਼ਨ ਅਖਬਾਰ ਪ੍ਰਕਾਸ਼ਨ। ਕੇਸ ਅਨੁਵਾਨ: ਤਕਸੀਮ ਮਿਸਲ ਨੰ: 220/ਈ-2 ਤਜੂਆ ਮਿਤੀ 28-10-2024 ਬਾਬਤ ਰਕਬਾ ਤਕਸੀਮ ਵਗੈਰਾ। ਮਾਲ ਰਿਕਾਰਡ ਵਿੱਚ ਦਰਜ ਹਿੱਸੇਦਾਰਾਂ ਨੂੰ ਸੂਚਿਤ ਕੀਤਾ ਜਾਂਦਾ ਹੈ ਕਿ ਉਹ ਮਿਤੀ 10-09-2025 ਨੂੰ ਸਵੇਰੇ 10 ਵਜੇ ਅਸਾਲਤਨ ਜਾਂ ਵਕਾਲਤਨ ਹਾਜ਼ਰ ਆਉਣ ਨਹੀਂ ਤਾਂ ਯਕਤਰਫਾ ਕਾਰਵਾਈ ਅਮਲ ਵਿੱਚ ਲਿਆਂਦੀ ਜਾਵੇਗੀ। [610,779,960,846]
story-body-part2: ਬਠਿੰਡਾ, 28 ਅਗਸਤ (ਨਵਦੀਪ ਬੱਤੀ)- ਕਾਲਜ ਪ੍ਰਿੰਸੀਪਲ ਡਾ. ਨੀਰੂ ਗਰਗ ਦੀ ਦੂਰਅੰਦੇਸ਼ ਅਗਵਾਈ ਹੇਠ ਕਰੀਅਰ ਗਾਈਡੈਂਸ ਅਤੇ ਪਲੇਸਮੈਂਟ ਸੈੱਲ ਵੱਲੋਂ ਸੁਮਿਤ ਬਾਂਸਲ ਅਕੈਡਮੀ ਦੇ ਸਹਿਯੋਗ ਨਾਲ ਵਿਦਿਆਰਥਣਾਂ ਲਈ ਕਰੀਅਰ ਕਾਊਂਸਲਿੰਗ ਸੈਸ਼ਨ ਆਯੋਜਿਤ ਕੀਤਾ ਗਿਆ। ਇਸ ਸੈਸ਼ਨ ਦਾ ਮੁੱਖ ਉਦੇਸ਼ ਵਿਦਿਆਰਥਣਾਂ ਨੂੰ ਵੱਖ-ਵੱਖ ਪ੍ਰਤੀਯੋਗੀ ਪ੍ਰੀਖਿਆਵਾਂ ਅਤੇ ਰੁਜ਼ਗਾਰ ਦੇ ਮੌਕਿਆਂ ਬਾਰੇ ਜਾਣਕਾਰੀ ਦੇਣਾ ਸੀ। ਮਾਹਿਰਾਂ ਨੇ ਵਿਦਿਆਰਥਣਾਂ ਦੇ ਸਵਾਲਾਂ ਦੇ ਜਵਾਬ ਵੀ ਦਿੱਤੇ ਅਤੇ ਉਨ੍ਹਾਂ ਨੂੰ ਸਹੀ ਦਿਸ਼ਾ ਚੁਣਨ ਲਈ ਪ੍ਰੇਰਿਤ ਕੀਤਾ। ਅੰਤ ਵਿੱਚ ਸੈਸ਼ਨ ਦੇ ਸਫ਼ਲ ਆਯੋਜਨ ਲਈ [176,896,378,1099]
change-of-name-column [977,146,1164,2348]
notice-reference: ਨੰਬਰ 544 / ਰੀਡਰ 1 ਮਿਤੀ: 22-08-2025 [791,1175,960,1186]
headline-line-1: ਜ਼ਿਲ੍ਹਾ ਸਿੱਖਿਆ ਅਫਸਰ ਸੈਕੰਡਰੀ ਅੰਮ੍ਰਿਤਸਰ ਵਜੋਂ [11,1106,535,1139]
classified-item: I, Harmeet Kaur W/o Rakesh Bansal R/o H.No. 803 Street No.2 Master Colony, Tarn Taran Tehsil & District Tarn Taran declare that in my husband passport, my name has been mentioned as Harmeet Bansal, which is wrong. That my real name is Harmeet Kaur according to my Adhar card No. 6110-5761-5521. That I want to change my name Harmeet Bansal to Harmeet Kaur. [1170,824,1357,985]
notice-item: ਮੇਰਾ ਪਾਸਪੋਰਟ ਗੁੰਮ ਹੋ ਗਿਆ ਹੈ। ਜੇਕਰ ਕਿਸੇ ਨੂੰ ਮਿਲੇ ਤਾਂ ਨੇੜਲੇ ਥਾਣੇ ਵਿੱਚ ਜਮ੍ਹਾਂ ਕਰਵਾਵੇ। [1363,826,1548,861]
classified-item: ਮੈਂ ਦਲਜੀਤ ਸਿੰਘ ਪੁੱਤਰ ਸੰਤੋਖ ਸਿੰਘ ਵਾਸੀ ਪਿੰਡ ਸ਼ਾਹਕੋਟ ਆਪਣੇ ਪੁੱਤਰ ਨੂੰ ਆਪਣੀ ਜਾਇਦਾਦ ਤੋਂ ਬੇਦਖਲ ਕਰਦਾ ਹਾਂ। [1363,633,1548,682]
story-deo-amritsar [11,1105,593,1587]
classifieds-logo: ਪੰਜਾਬ ਟਾਇਮਜ਼ [990,100,1140,131]
section-header-bedakhli-2: ਬੇਦਖਲੀ ਨੋਟਿਸ [1170,1688,1357,1716]
subheadline: ਗੁਰੂ ਨਗਰੀ ਵਿਖੇ ਸੇਵਾ ਕਰਨਾ ਮੇਰੇ ਲਈ ਮਾਣ ਵਾਲੀ ਗੱਲ: ਡੀ.ਈ.ਓ. ਰਜੇਸ਼ ਕੁਮਾਰ ਸ਼ਰਮਾ [11,1181,456,1197]
notice-body: ਬਾ-ਅਦਾਲਤ ਸਹਾਇਕ ਕੁਲੈਕਟਰ ਦਰਜਾ ਪਹਿਲਾ (ਨਾਇਬ ਤਹਿਸੀਲਦਾਰ) ਬੁਢਲਾਡਾ। ਤਕਸੀਮ ਕੇਸ ਪਰਸਣਲ ਮੁਨਾਦੀ ਰਾਹੀਂ ਪਬਲੀਕੇਸ਼ਨ ਅਖਬਾਰ ਪ੍ਰਕਾਸ਼ਨ। ਕੇਸ ਅਨੁਵਾਨ: ਤਕਸੀਮ ਮਿਸਲ ਨੰ: 220/ਈ-2 ਤਜੂਆ ਮਿਤੀ 28-10-2024 ਬਾਬਤ ਰਕਬਾ ਤਕਸੀਮ ਵਗੈਰਾ। ਮਾਲ ਰਿਕਾਰਡ ਵਿੱਚ ਦਰਜ ਹਿੱਸੇਦਾਰਾਂ ਨੂੰ ਸੂਚਿਤ ਕੀਤਾ ਜਾਂਦਾ ਹੈ ਕਿ ਉਹ ਮਿਤੀ 10-09-2025 ਨੂੰ ਸਵੇਰੇ 10 ਵਜੇ ਅਸਾਲਤਨ ਜਾਂ ਵਕਾਲਤਨ ਹਾਜ਼ਰ ਆਉਣ ਨਹੀਂ ਤਾਂ ਯਕਤਰਫਾ ਕਾਰਵਾਈ ਅਮਲ ਵਿੱਚ ਲਿਆਂਦੀ ਜਾਵੇਗੀ। [610,382,960,450]
section-rule [11,1101,593,1102]
classified-item: ਮੈਂ ਜਸਵੰਤ ਸਿੰਘ ਪੁੱਤਰ ਕਰਨੈਲ ਸਿੰਘ ਵਾਸੀ ਪਿੰਡ ਕੋਟਲੀ ਆਪਣੀ ਧੀ ਅਤੇ ਜਵਾਈ ਨੂੰ ਆਪਣੀ ਜਾਇਦਾਦ ਤੋਂ ਬੇਦਖਲ ਕਰਦਾ ਹਾਂ। [1363,387,1548,436]
public-notice-box [604,489,966,653]
public-notice-box [604,292,966,484]
classified-item: ਮੈਂ ਜਸਵਿੰਦਰ ਸਿੰਘ ਪੁੱਤਰ ਦਲਬੀਰ ਸਿੰਘ ਵਾਸੀ ਮਕਾਨ ਨੰਬਰ 1/53 ਬਸਤੀ ਸ਼ੇਖ ਜਲੰਧਰ ਨੇ ਆਪਣਾ ਨਾਮ ਜਸਵਿੰਦਰ ਸਿੰਘ ਰੱਖ ਲਿਆ ਹੈ। [1170,324,1357,373]
notice-title: ਪਬਲਿਕ ਨੋਟਿਸ [605,1058,965,1084]
officials-photo [176,1229,588,1409]
notice-title: ਪਬਲਿਕ ਨੋਟਿਸ [605,872,965,898]
notice-item: ਮੈਂ ਅਜੀਤਪਾਲ ਸਿੰਘ ਪੁੱਤਰ ਸਤਪਾਲ ਸਿੰਘ ਵਾਸੀ ਕਪੂਰਥਲਾ ਆਮ ਜਨਤਾ ਨੂੰ ਸੂਚਿਤ ਕਰਦਾ ਹਾਂ ਕਿ ਮੇਰਾ ਪਾਸਪੋਰਟ ਗੁੰਮ ਹੋ ਗਿਆ ਹੈ। [11,1986,174,2049]
notice-title: ਗੁੰਮਸ਼ੁਦਗੀ [605,1198,965,1224]
classified-item: I, Maninder Singh Randhawa S/o Kuldip Singh R/o Vpo Thara, Tehsil & Distt Tarn Taran, Punjab Have Changed The Name Of My Minor Son Sobtpreet Singh Randhawa Age 15 Years And His Name Be Known As Sobtpreet Singh. [977,1780,1164,1885]
notice-body: ਬਾ-ਅਦਾਲਤ ਸਹਾਇਕ ਕੁਲੈਕਟਰ ਦਰਜਾ ਪਹਿਲਾ (ਨਾਇਬ ਤਹਿਸੀਲਦਾਰ) ਬੁਢਲਾਡਾ। ਕੇਸ ਅਨੁਵਾਨ: ਤਕਸੀਮ ਮਿਸਲ ਨੰ: 214/ਈ-2 ਤਜੂਆ ਮਿਤੀ 26-09-2024। ਹਿੱਸੇਦਾਰਾਂ ਨੂੰ ਸੂਚਿਤ ਕੀਤਾ ਜਾਂਦਾ ਹੈ ਕਿ ਉਹ ਮਿਤੀ 10-09-2025 ਨੂੰ ਅਸਾਲਤਨ ਜਾਂ ਵਕਾਲਤਨ ਹਾਜ਼ਰ ਆਉਣ। [610,734,960,773]
classified-item: ਮੈਂ ਹਰਜੀਤ ਕੌਰ ਪਤਨੀ ਗੁਰਨਾਮ ਸਿੰਘ ਵਾਸੀ ਗੁਰੂ ਤੇਗ ਬਹਾਦਰ ਨਗਰ ਜਲੰਧਰ ਨੇ ਆਪਣਾ ਨਾਮ ਹਰਜੀਤ ਕੌਰ ਸੰਧੂ ਰੱਖ ਲਿਆ ਹੈ। [1170,275,1357,324]
notice-title: ਜਨਤਕ ਨੋਟਿਸ [184,1849,591,1875]
classified-item: I, Gurmehar Kaur Seth W/o Asees Lamba R/o 338, Shastri Nagar, Near B.R Modern School, Amritsar Have Changed My Name After Marriage To Gurmehar Lamba. All Concerned Please Note. [977,1535,1164,1626]
bedakhli-list [1363,177,1548,682]
newspaper-logo [8,39,194,78]
classified-item: I hitherto known as PATWANT KAUR W/o RAGHBIR SINGH R/o VILLAGE RAIPUR BALEEN, TEHSIL PATTI, DISTT TARN TARAN-143410, PUNJAB have changed my name and shall here after be known as KASHMIR KAUR. [977,1885,1164,1976]
column-rule [971,92,972,2352]
byline-tag-special: ਵਿਸ਼ੇਸ਼ [99,630,142,649]
classified-item: I Gurveer Kaur D/O Randhir Singh R/O Godhewala Distt. Moga Have Changed My Name To Gurveer Kaur Gill. [1170,670,1357,733]
classified-item: I Mohanjeet Kaur Gill W/O Gurdev Singh Residing Village Bukan Khanwala Dhira Patra District Ferozepur have changed my name to Mohanjeet Kaur. [977,968,1164,1045]
public-notice-box [604,657,966,866]
notice-item: ਮੈਂ ਰਵਰਸ਼ਨ ਸਿੰਘ ਪੁੱਤਰ ਅਜੀਤ ਸਿੰਘ ਪੁੱਤਰ ਵਾਸੀ ਪਿੰਡ ਮੱਲ੍ਹੀਆਂ ਤਹਿਸੀਲ ਅਤੇ ਜ਼ਿਲ੍ਹਾ ਜਲੰਧਰ ਨੇ ਆਪਣੇ ਪੁੱਤਰ ਨੂੰ ਆਪਣੀ ਚੱਲ ਅਚੱਲ ਜਾਇਦਾਦ ਤੋਂ ਬੇਦਖਲ ਕੀਤਾ ਸੀ, ਜੋ ਹੁਣ ਰੱਦ ਕਰ ਦਿੱਤੀ ਗਈ ਹੈ। [11,1631,174,1708]
classified-item: I hitherto known as KULWANT SINGH RAHELLU S/o RATTAN SINGH R/O VILLAGE MEHSAMPUR, TEHSIL PHILLAUR, DISTT JALANDHAR-144035, PUNJAB, have changed my name and shall here after be known [977,2263,1164,2348]
counselling-group-photo [176,655,588,890]
notice-item: ਮੈਂ ਸਰਬਜੀਤ ਕੌਰ ਪਤਨੀ ਸਵਰਗੀ ਮਲਕੀਤ ਸਿੰਘ ਵਾਸੀ ਪਿੰਡ ਬੰਡਾਲਾ ਆਪਣੇ ਪੁੱਤਰ ਨੂੰ ਆਪਣੀ ਜਾਇਦਾਦ ਤੋਂ ਬੇਦਖਲ ਕਰਦੀ ਹਾਂ। ਸਬੰਧਤ ਨੋਟ ਕਰਨ। [1170,1720,1357,1783]
classified-item: I Rahul Mehra S/o Jaspal R/o Khurampur Mehatpur Teh. Nakodar Distt. Jalandhar Punjab india have changed my given name Rahul and Surname is Mehra. All Concerned please note. [977,772,1164,863]
notice-signature: ਸਹਾਇਕ ਕੁਲੈਕਟਰ ਦਰਜਾ ਪਹਿਲਾ, ਬੁਢਲਾਡਾ [809,258,960,268]
registration-mark-left: CMYK [16,14,49,25]
logo-text: ਪੰਜਾਬ ਟਾਇਮਜ਼ [35,44,167,72]
classified-item: ਮੈਂ ਰਾਜਵਿੰਦਰ ਸਿੰਘ ਪੁੱਤਰ ਮਹਿੰਦਰ ਸਿੰਘ ਵਾਸੀ ਪਿੰਡ ਚੱਕ ਆਪਣੇ ਪੁੱਤਰ ਅਤੇ ਨੂੰਹ ਨੂੰ ਬੇਦਖਲ ਕਰਦਾ ਹਾਂ। ਸਬੰਧਤ ਨੋਟ ਕਰਨ। [1363,338,1548,387]
notice-item: ਮੈਂ ਸੋਨੀਆ ਕੋਰ ਪਤਨੀ ਸੁਖਦੇਵ ਸਿੰਘ ਵਾਸੀ ਪਿੰਡ ਜੰਡਿਆਲਾ ਦੀ ਪੁੱਤਰੀ ਦਾ ਨਾਮ ਆਧਾਰ ਕਾਰਡ ਅਤੇ ਹੋਰ ਦਸਤਾਵੇਜ਼ਾਂ ਵਿੱਚ ਗਲਤ ਦਰਜ ਹੈ, ਸਹੀ ਨਾਮ ਦਰਜ ਕੀਤਾ ਜਾਵੇ। [11,1885,174,1948]
change-of-name-list [977,184,1164,2348]
column-rule [598,92,599,2352]
classified-item: ਮੈਂ ਗੁਰਚਰਨ ਸਿੰਘ ਪੁੱਤਰ ਕਰਤਾਰ ਸਿੰਘ ਵਾਸੀ ਹੁਸ਼ਿਆਰਪੁਰ ਨੇ ਆਪਣਾ ਨਾਮ ਗੁਰਚਰਨ ਸਿੰਘ ਸੈਣੀ ਰੱਖ ਲਿਆ ਹੈ। [1170,422,1357,471]
classified-item: I Gurdev Singh S/O Talwinder Singh R/O V. Mirpur Marri, Teh. Nakodar Distt. Jalandhar Punjab - 144623 have changed my name to Navjot Kaur Rai. All Concerned please note. [977,604,1164,681]
page-number: 5 [1525,42,1544,73]
disinheritance-text: I, Kulbir Singh s/o Kesar Singh R/o Near I.T.I. Dholwala Road, Hariana, District Hoshiarpur, declare that my son 'Harjot Singh', wife 'Gurshinder Kaur' & daughter 'Taranjot Kaur' are out of my control, so I dis-inherited them from my moveable / immoveable property, if anybody deals with them or gives them any kind of loan etc. or if they perform any illegal formalities then I will not be held responsible. All concerned please note. [1170,1494,1357,1683]
classified-item: I, Jasmine Kaur W/o Amandeep Singh Lamba R/o 338, Shastri Nagar, Near B.R Modern School, Amritsar Have Changed My Name To Jasmine Lamba. All Concerned Please Note. [977,1458,1164,1535]
notice-reference: ਪੰਜਾਬ ਨੰਬਰ 117/ ਈ-2 ਮਿਤੀ: 26-08-2025 [610,467,788,478]
registration-mark-bottom-right: CK [1517,2365,1533,2376]
notice-signature: ਸਹਾਇਕ ਕੁਲੈਕਟਰ ਦਰਜਾ ਪਹਿਲਾ [846,623,960,634]
classified-item: ਮੈਂ ਹਰਪ੍ਰੀਤ ਸਿੰਘ ਪੁੱਤਰ ਕੁਲਵੰਤ ਸਿੰਘ ਵਾਸੀ ਪਿੰਡ ਲਿੱਧੜਾਂ ਨੇ ਆਪਣਾ ਨਾਮ ਹਰਪ੍ਰੀਤ ਸਿੰਘ ਰੱਖ ਲਿਆ ਹੈ। [1170,471,1357,521]
notice-body: ਆਮ ਜਨਤਾ ਨੂੰ ਸੂਚਿਤ ਕੀਤਾ ਜਾਂਦਾ ਹੈ ਕਿ ਹੇਠ ਲਿਖੀ ਜਾਇਦਾਦ ਸਬੰਧੀ ਦਸਤਾਵੇਜ਼ਾਂ ਦੀ ਜਾਂਚ ਕੀਤੀ ਜਾ ਰਹੀ ਹੈ। ਸੰਪਰਕ: 98763-00837 [188,1879,587,1905]
classified-item: ਮੈਂ ਗੁਰਜਿੰਦਰ ਸਿੰਘ ਪੁੱਤਰ ਨਿਰਮਲ ਸਿੰਘ ਵਾਸੀ ਅੰਮ੍ਰਿਤਸਰ ਨੇ ਆਪਣਾ ਨਾਮ ਗੁਰਜਿੰਦਰ ਸਿੰਘ ਰੱਖ ਲਿਆ ਹੈ। [1170,521,1357,570]
notice-body: ਇਸ ਦਫ਼ਤਰ ਅਧੀਨ ਟਿਊਬਵੈੱਲ ਕੁਨੈਕਸ਼ਨ ਦਾ ਨਾਂਅ ਬਦਲੀ ਕਰਨ ਲਈ ਅਰਜ਼ੀ ਪ੍ਰਾਪਤ ਹੋਈ ਹੈ। ਜੇਕਰ ਕਿਸੇ ਨੂੰ ਇਤਰਾਜ਼ ਹੋਵੇ ਤਾਂ 15 ਦਿਨਾਂ ਦੇ ਅੰਦਰ ਦਫ਼ਤਰ ਵਿੱਚ ਸੰਪਰਕ ਕਰੇ। [188,1780,587,1806]
story-body-part1: ਫਿਰੋਜ਼ਪੁਰ, 28 ਅਗਸਤ (ਗੁਰਪ੍ਰੀਤ ਸਿੰਘ)- ਆਸ਼ਾ ਵਰਕਰਜ਼, ਆਸ਼ਾ ਫੈਸਲੀਟੇਟਰਜ਼ ਸਾਂਝਾ ਮੋਰਚਾ ਪੰਜਾਬ ਦੇ ਕਾਲੀਆਂ ਅਧਰਸ਼ੀਟ ਕੌਰ ਰਣ ਸਿੰਘ ਵਾਲਾ (ਗਰੁੱਪ ਟੈਂਟਰ) ਤਹਿਤ ਅੱਜ ਤੀਜੇ ਦਿਨ ਵੀ ਧਰਨਾ ਜਾਰੀ ਰਿਹਾ। ਸਰਕਾਰ ਪ੍ਰਧਾਨ ਮਨਜੀਤ ਕੌਰ ਦੀ ਅਗਵਾਈ ਹੇਠ ਆਸ਼ਾ ਵਰਕਰਾਂ ਨੇ ਸਰਕਾਰ ਵਿਰੁੱਧ ਨਾਅਰੇਬਾਜ਼ੀ ਕੀਤੀ ਅਤੇ ਕਿਹਾ ਕਿ ਜਦੋਂ ਤੱਕ ਮੰਗਾਂ ਪੂਰੀਆਂ ਨਹੀਂ ਹੁੰਦੀਆਂ ਧਰਨਾ ਜਾਰੀ ਰਹੇਗਾ। ਉਨ੍ਹਾਂ ਕਿਹਾ ਕਿ ਆਸ਼ਾ ਵਰਕਰਾਂ ਨੂੰ ਘੱਟੋ ਘੱਟ ਉਜਰਤ ਦੇ ਘੇਰੇ ਵਿੱਚ ਲਿਆਂਦਾ ਜਾਵੇ ਅਤੇ ਸੇਵਾਮੁਕਤੀ ਦੀ ਉਮਰ ਹੱਦ 65 ਸਾਲ ਕੀਤੀ ਜਾਵੇ। ਇਸ ਮੌਕੇ ਵੱਡੀ ਗਿਣਤੀ ਵਿੱਚ ਆਸ਼ਾ ਵਰਕਰ ਹਾਜ਼ਰ ਸਨ। [11,199,166,487]
notice-title: ਪਬਲਿਕ ਨੋਟਿਸ [605,659,965,685]
public-notice-box [182,1593,593,1713]
